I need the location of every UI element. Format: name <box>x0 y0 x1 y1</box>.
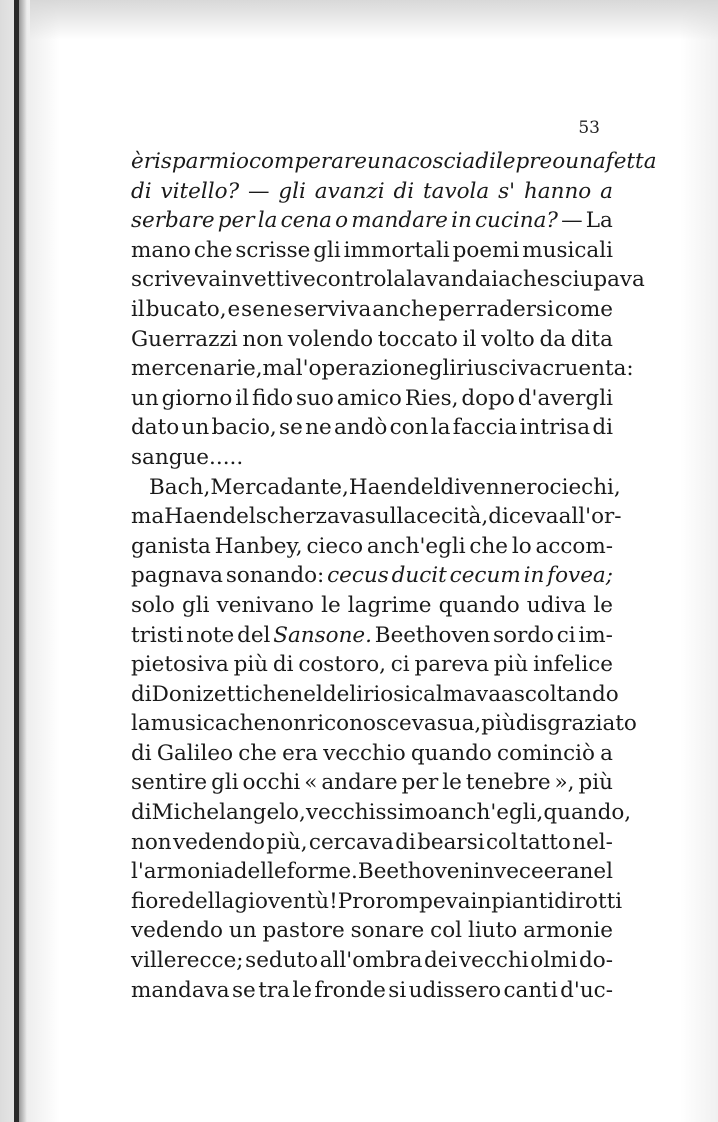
word: pagnava <box>131 563 223 589</box>
word: cecum <box>449 563 521 589</box>
text-line <box>131 621 613 651</box>
word: più, <box>266 829 308 855</box>
word: sciupava <box>549 267 645 293</box>
word: ganista <box>131 533 211 559</box>
word: una <box>565 149 606 174</box>
word: se <box>232 977 256 1003</box>
text-line <box>131 384 613 414</box>
word: serbare <box>131 208 215 234</box>
word: quando, <box>543 800 632 826</box>
word: scrisse <box>235 237 311 263</box>
text-line <box>131 325 613 355</box>
word: Haendel <box>164 504 256 530</box>
word: Haendel <box>348 474 441 500</box>
word: l'armonia <box>131 859 234 885</box>
word: vedendo <box>131 918 223 944</box>
word: una <box>366 149 408 174</box>
text-line <box>131 265 645 295</box>
word: di <box>395 829 416 855</box>
text-line <box>131 916 613 946</box>
word: gli <box>278 178 306 204</box>
word: cruenta: <box>542 356 634 382</box>
word: toccato <box>377 326 458 352</box>
text-line <box>131 532 613 562</box>
word: risparmio <box>143 149 249 174</box>
text-line <box>131 739 613 769</box>
word: ne <box>305 415 332 441</box>
word: sonare <box>350 918 425 944</box>
word: cominciò <box>497 740 595 766</box>
word: armonie <box>523 918 613 944</box>
word: invettive <box>221 267 316 293</box>
word: di <box>393 178 415 204</box>
word: vitello? <box>160 178 240 204</box>
word: dopo <box>461 385 515 411</box>
word: a <box>600 740 613 766</box>
word: sulla <box>364 504 417 530</box>
word: l'operazione <box>295 356 429 382</box>
word: Sansone. <box>273 622 372 648</box>
word: più <box>233 652 269 678</box>
word: anch'egli, <box>437 800 544 826</box>
word: bacio, <box>211 415 277 441</box>
page-number: 53 <box>578 118 600 138</box>
word: im- <box>578 622 613 648</box>
word: mercenarie, <box>131 356 263 382</box>
word: gioventù! <box>234 888 338 914</box>
word: il <box>462 326 477 352</box>
word: anch'egli <box>366 533 466 559</box>
word: più <box>481 711 516 737</box>
word: è <box>131 149 144 174</box>
word: le <box>442 770 462 796</box>
word: forme. <box>286 859 358 885</box>
word: quando <box>438 592 520 618</box>
word: ma <box>262 356 296 382</box>
word: non <box>266 711 307 737</box>
word: poemi <box>452 237 520 263</box>
word: un <box>131 385 159 411</box>
word: che <box>238 740 277 766</box>
word: ne <box>265 296 293 322</box>
word: Guerrazzi <box>131 326 238 352</box>
word: giorno <box>161 385 233 411</box>
word: Mercadante, <box>210 474 349 500</box>
word: « <box>304 770 318 796</box>
word: villerecce; <box>131 948 244 974</box>
word: scriveva <box>131 267 222 293</box>
word: Beethoven <box>374 622 491 648</box>
word: un <box>181 415 210 441</box>
word: tavola <box>423 178 490 204</box>
word: di <box>131 740 152 766</box>
word: nel <box>579 859 613 885</box>
word: sangue..... <box>131 444 244 470</box>
word: non <box>131 829 172 855</box>
word: immortali <box>343 237 450 263</box>
word: ciechi, <box>549 474 621 500</box>
word: come <box>554 296 613 322</box>
word: fronde <box>314 977 386 1003</box>
word: contro <box>315 267 387 293</box>
word: udiva <box>526 592 587 618</box>
word: volto <box>481 326 535 352</box>
word: musicali <box>522 237 613 263</box>
word: andò <box>333 415 388 441</box>
text-line <box>131 354 634 384</box>
word: era <box>282 740 318 766</box>
word: comperare <box>249 149 367 174</box>
word: cecus <box>327 563 389 589</box>
text-line <box>131 680 619 710</box>
word: cena <box>280 208 332 234</box>
word: lagrime <box>347 592 432 618</box>
word: della <box>181 888 235 914</box>
word: o <box>335 208 349 234</box>
word: si <box>393 681 412 707</box>
word: se <box>241 296 265 322</box>
word: fetta <box>605 149 657 174</box>
word: riconosceva <box>306 711 437 737</box>
word: la <box>430 415 451 441</box>
word: gli <box>313 237 341 263</box>
word: sentire <box>131 770 208 796</box>
word: di <box>272 652 294 678</box>
word: », <box>554 770 575 796</box>
text-line <box>131 709 637 739</box>
word: in <box>451 208 472 234</box>
word: cucina? <box>474 208 558 234</box>
word: costoro, <box>298 652 386 678</box>
word: gli <box>211 770 239 796</box>
word: Michelangelo, <box>151 800 306 826</box>
word: ducit <box>391 563 447 589</box>
word: col <box>485 829 518 855</box>
word: di <box>131 681 152 707</box>
word: diceva <box>488 504 559 530</box>
text-line <box>131 887 623 917</box>
text-line <box>131 946 613 976</box>
word: volendo <box>287 326 374 352</box>
word: scherzava <box>255 504 365 530</box>
word: fido <box>251 385 294 411</box>
word: faccia <box>452 415 518 441</box>
word: di <box>131 178 152 204</box>
word: e <box>227 296 241 322</box>
word: lo <box>511 533 532 559</box>
word: le <box>593 592 613 618</box>
word: pianti <box>491 888 555 914</box>
word: o <box>552 149 566 174</box>
word: vecchio <box>323 740 406 766</box>
word: lepre <box>495 149 553 174</box>
word: con <box>389 415 429 441</box>
word: in <box>470 888 492 914</box>
word: tenebre <box>465 770 551 796</box>
word: amico <box>336 385 402 411</box>
text-line <box>131 798 632 828</box>
word: coscia <box>407 149 476 174</box>
word: col <box>430 918 463 944</box>
word: fovea; <box>547 563 613 589</box>
text-line <box>131 976 613 1006</box>
word: suo <box>296 385 334 411</box>
word: che <box>510 267 550 293</box>
word: liuto <box>467 918 518 944</box>
word: musica <box>150 711 228 737</box>
word: all'ombra <box>319 948 423 974</box>
word: nel- <box>572 829 613 855</box>
text-line <box>131 857 613 887</box>
word: le <box>292 977 312 1003</box>
word: avanzi <box>314 178 385 204</box>
word: di <box>131 800 152 826</box>
word: disgraziato <box>515 711 637 737</box>
word: non <box>242 326 284 352</box>
word: tra <box>258 977 290 1003</box>
word: da <box>539 326 567 352</box>
word: lavandaia <box>406 267 511 293</box>
word: di <box>475 149 496 174</box>
word: il <box>235 385 250 411</box>
word: dita <box>570 326 613 352</box>
word: delirio <box>322 681 394 707</box>
word: se <box>279 415 303 441</box>
word: note <box>186 622 235 648</box>
word: in <box>523 563 545 589</box>
text-line <box>131 561 613 591</box>
word: intrisa <box>519 415 591 441</box>
word: occhi <box>242 770 301 796</box>
word: ma <box>131 504 165 530</box>
word: accom- <box>535 533 613 559</box>
word: calmava <box>411 681 502 707</box>
word: Hanbey, <box>214 533 303 559</box>
text-line <box>131 473 621 503</box>
word: Prorompeva <box>337 888 471 914</box>
word: del <box>237 622 271 648</box>
word: venivano <box>216 592 314 618</box>
word: s' <box>498 178 516 204</box>
word: anche <box>372 296 438 322</box>
word: bearsi <box>417 829 485 855</box>
word: tatto <box>519 829 571 855</box>
word: di <box>592 415 613 441</box>
word: La <box>585 208 613 234</box>
word: sua, <box>436 711 482 737</box>
word: infelice <box>533 652 613 678</box>
word: pietosiva <box>131 652 229 678</box>
word: d'uc- <box>560 977 613 1003</box>
word: Beethoven <box>357 859 474 885</box>
word: cieco <box>306 533 364 559</box>
text-line <box>131 236 613 266</box>
word: Ries, <box>404 385 459 411</box>
word: che <box>227 711 267 737</box>
word: tristi <box>131 622 184 648</box>
word: sonando: <box>225 563 325 589</box>
word: la <box>131 711 151 737</box>
word: invece <box>473 859 544 885</box>
word: era <box>543 859 580 885</box>
word: più <box>493 652 529 678</box>
word: pareva <box>414 652 490 678</box>
word: più <box>578 770 613 796</box>
spine-shadow <box>19 0 27 1122</box>
word: le <box>321 592 341 618</box>
word: solo <box>131 592 175 618</box>
word: ascoltando <box>501 681 619 707</box>
text-line <box>131 295 613 325</box>
word: che <box>193 237 233 263</box>
word: cecità, <box>416 504 489 530</box>
word: riusciva <box>456 356 543 382</box>
word: all'or- <box>558 504 622 530</box>
word: la <box>386 267 407 293</box>
body-text <box>131 147 657 1005</box>
word: divennero <box>440 474 550 500</box>
word: Donizetti <box>151 681 251 707</box>
text-line <box>131 591 613 621</box>
word: dato <box>131 415 180 441</box>
text-line <box>131 413 613 443</box>
word: — <box>561 208 583 234</box>
word: seduto <box>245 948 319 974</box>
text-line <box>131 177 613 207</box>
word: delle <box>233 859 287 885</box>
word: — <box>248 178 270 204</box>
text-line <box>131 443 613 473</box>
text-line <box>131 147 657 177</box>
word: quando <box>410 740 492 766</box>
word: pastore <box>262 918 345 944</box>
word: ci <box>390 652 410 678</box>
word: do- <box>579 948 613 974</box>
word: mano <box>131 237 191 263</box>
word: nel <box>289 681 323 707</box>
word: radersi <box>476 296 554 322</box>
word: che <box>469 533 509 559</box>
text-line <box>131 828 613 858</box>
word: mandava <box>131 977 230 1003</box>
word: per <box>217 208 255 234</box>
word: che <box>250 681 290 707</box>
word: ci <box>556 622 576 648</box>
text-line <box>131 502 622 532</box>
word: canti <box>503 977 558 1003</box>
word: d'avergli <box>517 385 613 411</box>
word: gli <box>428 356 457 382</box>
word: Bach, <box>149 474 211 500</box>
word: hanno <box>523 178 592 204</box>
word: Galileo <box>156 740 234 766</box>
word: vecchissimo <box>305 800 438 826</box>
word: vecchi <box>459 948 529 974</box>
word: serviva <box>293 296 372 322</box>
word: per <box>438 296 476 322</box>
word: gli <box>181 592 210 618</box>
word: andare <box>321 770 398 796</box>
word: un <box>228 918 257 944</box>
word: mandare <box>351 208 448 234</box>
text-line <box>131 206 613 236</box>
text-line <box>131 650 613 680</box>
word: fiore <box>131 888 182 914</box>
word: udissero <box>408 977 502 1003</box>
word: olmi <box>530 948 578 974</box>
word: la <box>257 208 278 234</box>
word: cercava <box>308 829 394 855</box>
scan-edge-shadow <box>30 0 718 40</box>
word: il <box>131 296 145 322</box>
text-line <box>131 768 613 798</box>
word: bucato, <box>145 296 227 322</box>
word: a <box>600 178 613 204</box>
word: sordo <box>492 622 554 648</box>
word: dirotti <box>554 888 623 914</box>
word: dei <box>424 948 458 974</box>
word: si <box>388 977 407 1003</box>
word: per <box>401 770 439 796</box>
word: vedendo <box>172 829 265 855</box>
